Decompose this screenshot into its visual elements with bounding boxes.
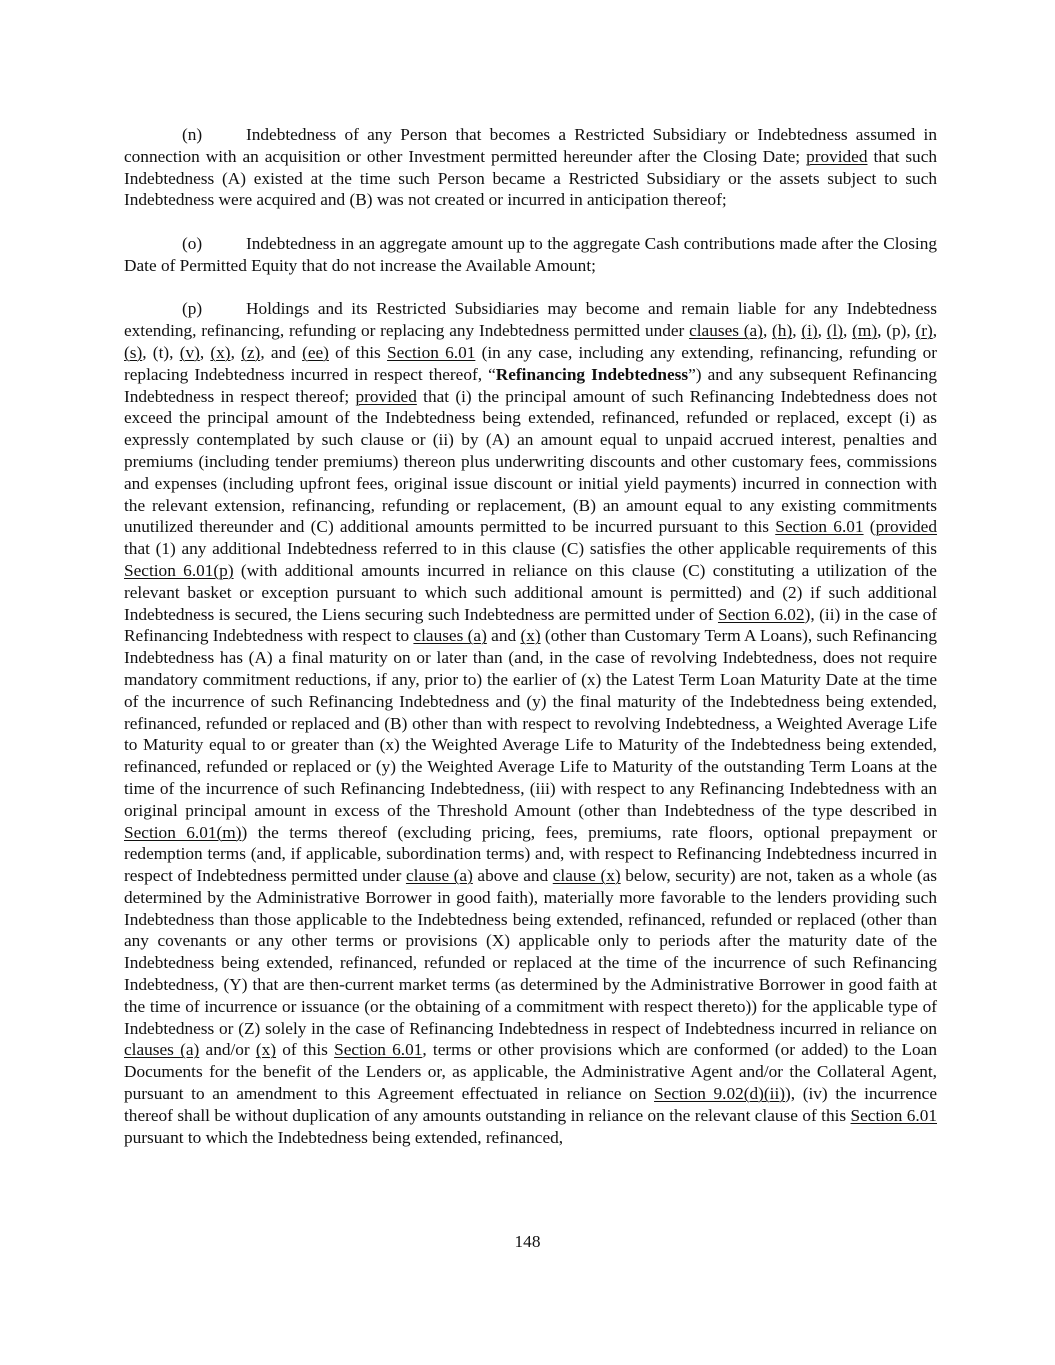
- text-run: ) the terms thereof (excluding pricing, fees, premiums, rate floors, optional prepayment or redemption terms (and, if applicable, subordination terms) and, with respect to Refinancing Indebtedness incurred in respect of Indebtedness permitted under: [124, 822, 937, 886]
- cross-reference-link: provided: [355, 386, 417, 406]
- text-run: that (i) the principal amount of such Refinancing Indebtedness does not exceed the principal amount of the Indebtedness being extended, refinanced, refunded or replaced, except (i) as expressly contemplated by such clause or (ii) by (A) an amount equal to unpaid accrued interest, penalties and premiums (including tender premiums) thereon plus underwriting discounts and other customary fees, commissions and expenses (including upfront fees, original issue discount or initial yield payments) incurred in connection with the relevant extension, refinancing, refunding or replacement, (B) an amount equal to any existing commitments unutilized thereunder and (C) additional amounts permitted to be incurred pursuant to this: [124, 386, 937, 537]
- paragraph-label: (n): [182, 125, 203, 144]
- text-run: above and: [472, 866, 553, 886]
- text-run: pursuant to which the Indebtedness being extended, refinanced,: [124, 1127, 564, 1147]
- text-run: (: [863, 517, 876, 537]
- defined-term: Refinancing Indebtedness: [495, 364, 689, 384]
- text-run: Indebtedness in an aggregate amount up to the aggregate Cash contributions made after the Closing Date of Permitted Equity that do not increase the Available Amount;: [124, 233, 937, 275]
- cross-reference-link: clauses (a): [413, 626, 487, 646]
- cross-reference-link: (x): [255, 1040, 277, 1060]
- text-run: that (1) any additional Indebtedness referred to in this clause (C) satisfies the other applicable requirements of this: [124, 539, 937, 559]
- cross-reference-link: clause (x): [552, 866, 621, 886]
- cross-reference-link: (v): [179, 342, 200, 362]
- text-run: (other than Customary Term A Loans), such Refinancing Indebtedness has (A) a final maturity on or later than (and, in the case of revolving Indebtedness, does not require mandatory commitment reductions, if any, prior to) the earlier of (x) the Latest Term Loan Maturity Date at the time of the incurrence of such Refinancing Indebtedness and (y) the final maturity of the Indebtedness being extended, refinanced, refunded or replaced and (B) other than with respect to revolving Indebtedness, a Weighted Average Life to Maturity equal to or greater than (x) the Weighted Average Life to Maturity of the Indebtedness being extended, refinanced, refunded or replaced or (y) the Weighted Average Life to Maturity of the outstanding Term Loans at the time of the incurrence of such Refinancing Indebtedness, (iii) with respect to any Refinancing Indebtedness with an original principal amount in excess of the Threshold Amount (other than Indebtedness of the type described in: [124, 626, 938, 820]
- text-run: ,: [932, 321, 938, 341]
- text-run: (in any case, including any extending, refinancing, refunding or replacing Indebtedness incurred in respect thereof, “: [124, 342, 938, 384]
- text-run: ,: [199, 342, 211, 362]
- text-run: below, security) are not, taken as a whole (as determined by the Administrative Borrower in good faith), materially more favorable to the lenders providing such Indebtedness than those applicable to the Indebtedness being extended, refinanced, refunded or replaced (other than any covenants or any other terms or provisions (X) applicable only to periods after the maturity date of the Indebtedness being extended, refinanced, refunded or replaced at the time of the incurrence of such Refinancing Indebtedness, (Y) that are then-current market terms (as determined by the Administrative Borrower in good faith at the time of incurrence or issuance (or the obtaining of a commitment with respect thereto)) for the applicable type of Indebtedness or (Z) solely in the case of Refinancing Indebtedness in respect of Indebtedness incurred in reliance on: [124, 866, 937, 1038]
- cross-reference-link: (l): [826, 321, 844, 341]
- text-run: , and: [260, 342, 303, 362]
- paragraph-o: [124, 233, 937, 277]
- paragraph-label: (p): [182, 299, 203, 319]
- cross-reference-link: Section 6.02: [717, 604, 805, 624]
- cross-reference-link: (x): [210, 342, 231, 362]
- cross-reference-link: Section 6.01(p): [124, 560, 234, 580]
- cross-reference-link: clauses (a): [124, 1040, 200, 1060]
- cross-reference-link: (h): [772, 321, 793, 341]
- text-run: and: [486, 626, 521, 646]
- cross-reference-link: provided: [806, 146, 868, 166]
- cross-reference-link: (s): [124, 342, 143, 362]
- paragraph-p: [124, 298, 937, 1148]
- text-run: , (t),: [142, 342, 180, 362]
- paragraph-text: [124, 299, 937, 1146]
- cross-reference-link: Section 6.01: [850, 1105, 937, 1125]
- cross-reference-link: Section 6.01(m): [124, 822, 242, 842]
- text-run: of this: [276, 1040, 335, 1060]
- cross-reference-link: clauses (a): [689, 321, 763, 341]
- paragraph-text: [124, 234, 937, 275]
- page-number: 148: [514, 1232, 541, 1251]
- text-run: and/or: [199, 1040, 256, 1060]
- text-run: of this: [328, 342, 388, 362]
- cross-reference-link: (ee): [302, 342, 329, 362]
- text-run: (with additional amounts incurred in reliance on this clause (C) constituting a utilization of the relevant basket or exception pursuant to which such additional amount is permitted) and (2) if such additional Indebtedness is secured, the Liens securing such Indebtedness are permitted under of: [124, 560, 937, 624]
- text-run: that such Indebtedness (A) existed at the time such Person became a Restricted Subsidiary or the assets subject to such Indebtedness were acquired and (B) was not created or incurred in anticipation thereof;: [124, 146, 937, 210]
- text-run: ,: [230, 342, 242, 362]
- text-run: ,: [792, 321, 802, 341]
- text-run: Indebtedness of any Person that becomes a Restricted Subsidiary or Indebtedness assumed in connection with an acquisition or other Investment permitted hereunder after the Closing Date;: [124, 125, 937, 166]
- paragraph-text: [124, 125, 937, 209]
- document-body: [124, 124, 937, 1170]
- cross-reference-link: Section 9.02(d)(ii): [654, 1084, 786, 1104]
- paragraph-label: (o): [182, 233, 203, 253]
- text-run: Holdings and its Restricted Subsidiaries may become and remain liable for any Indebtedness extending, refinancing, refunding or replacing any Indebtedness permitted under: [124, 299, 937, 341]
- paragraph-n: [124, 124, 937, 211]
- text-run: ), (ii) in the case of Refinancing Indebtedness with respect to: [124, 604, 937, 646]
- cross-reference-link: (z): [241, 342, 261, 362]
- cross-reference-link: (i): [801, 321, 818, 341]
- cross-reference-link: provided: [875, 517, 937, 537]
- cross-reference-link: (m): [852, 321, 878, 341]
- text-run: ), (iv) the incurrence thereof shall be without duplication of any amounts outstanding in reliance on the relevant clause of this: [124, 1084, 937, 1125]
- text-run: , (p),: [877, 321, 916, 341]
- text-run: ,: [843, 321, 853, 341]
- text-run: ,: [817, 321, 827, 341]
- cross-reference-link: (x): [520, 626, 541, 646]
- cross-reference-link: Section 6.01: [387, 342, 476, 362]
- text-run: ,: [762, 321, 773, 341]
- text-run: ”) and any subsequent Refinancing Indebtedness in respect thereof;: [124, 364, 937, 406]
- cross-reference-link: clause (a): [405, 866, 473, 886]
- cross-reference-link: (r): [915, 321, 933, 341]
- cross-reference-link: Section 6.01: [775, 517, 864, 537]
- cross-reference-link: Section 6.01: [334, 1040, 423, 1060]
- text-run: , terms or other provisions which are conformed (or added) to the Loan Documents for the benefit of the Lenders or, as applicable, the Administrative Agent and/or the Collateral Agent, pursuant to an amendment to this Agreement effectuated in reliance on: [124, 1040, 938, 1104]
